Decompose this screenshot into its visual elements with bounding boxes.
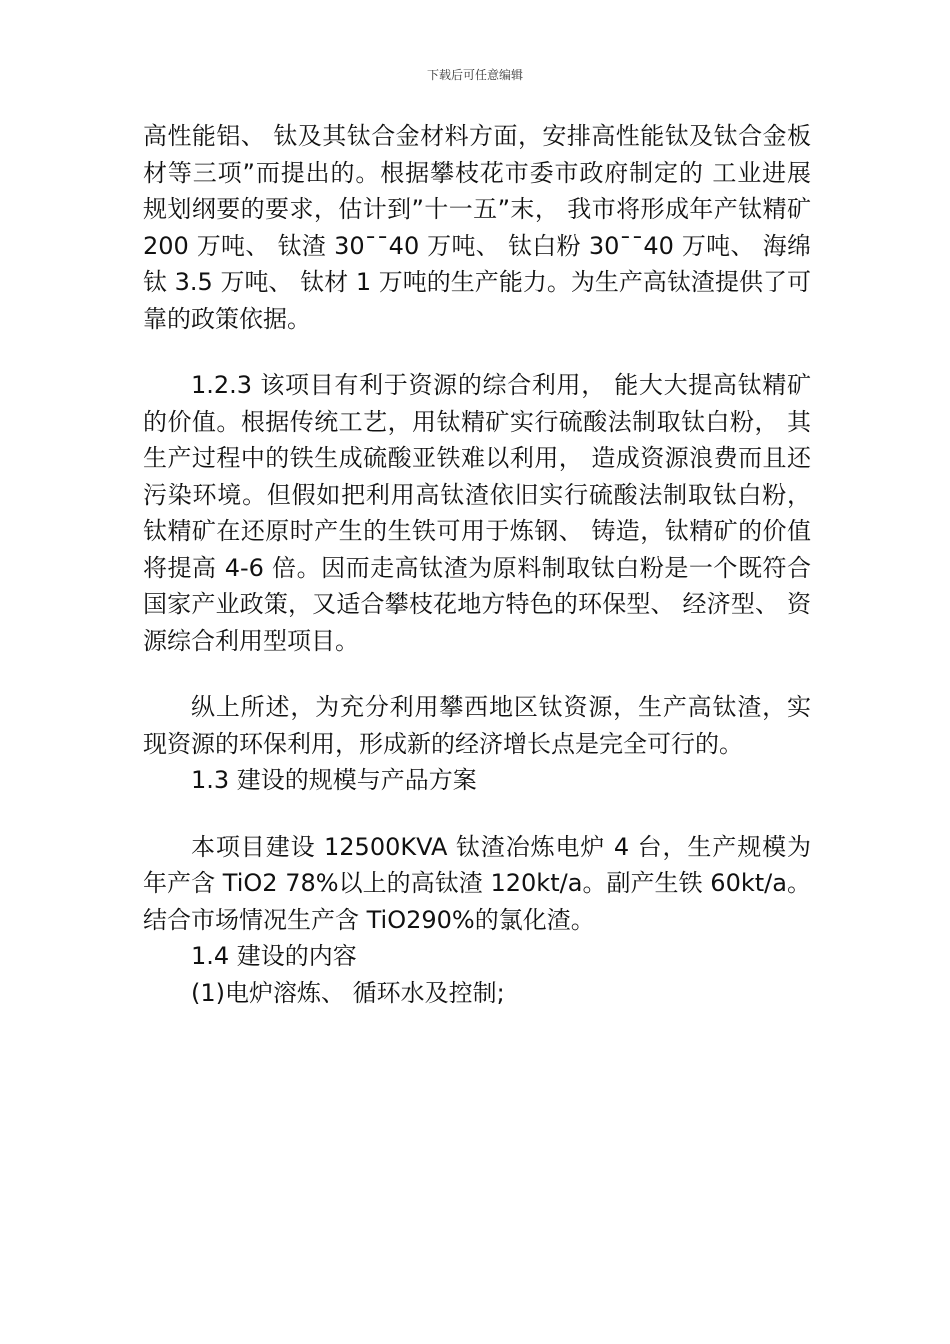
- paragraph-policy-basis: 高性能铝、 钛及其钛合金材料方面，安排高性能钛及钛合金板材等三项”而提出的。根据攀枝花市委市政府制定的 工业进展规划纲要的要求，估计到”十一五”末， 我市将形成年产钛精矿 200 万吨、 钛渣 30¯¯40 万吨、 钛白粉 30¯¯40 万吨、 海绵钛 3.5 万吨、 钛材 1 万吨的生产能力。为生产高钛渣提供了可靠的政策依据。: [143, 122, 811, 333]
- page-header: 下载后可任意编辑: [426, 68, 523, 82]
- paragraph-scale: 本项目建设 12500KVA 钛渣冶炼电炉 4 台，生产规模为年产含 TiO2 78%以上的高钛渣 120kt/a。副产生铁 60kt/a。结合市场情况生产含 TiO290%的氯化渣。: [143, 832, 811, 934]
- document-body: [143, 118, 811, 1011]
- section-heading-1-4: 1.4 建设的内容: [191, 942, 357, 970]
- list-item-1: (1)电炉溶炼、 循环水及控制;: [191, 978, 505, 1007]
- section-heading-1-3: 1.3 建设的规模与产品方案: [191, 766, 477, 794]
- paragraph-summary: 纵上所述，为充分利用攀西地区钛资源，生产高钛渣，实现资源的环保利用，形成新的经济增长点是完全可行的。: [143, 693, 811, 758]
- paragraph-resource-utilization: 1.2.3 该项目有利于资源的综合利用， 能大大提高钛精矿的价值。根据传统工艺，用钛精矿实行硫酸法制取钛白粉， 其生产过程中的铁生成硫酸亚铁难以利用， 造成资源浪费而且还污染环境。但假如把利用高钛渣依旧实行硫酸法制取钛白粉，钛精矿在还原时产生的生铁可用于炼钢、 铸造，钛精矿的价值将提高 4-6 倍。因而走高钛渣为原料制取钛白粉是一个既符合国家产业政策，又适合攀枝花地方特色的环保型、 经济型、 资源综合利用型项目。: [143, 371, 811, 655]
